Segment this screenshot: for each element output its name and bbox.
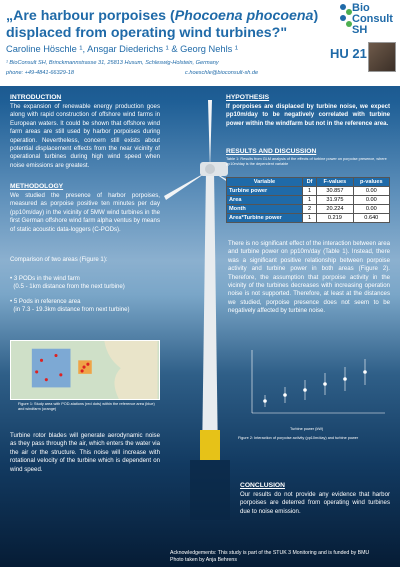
conclusion-text: Our results do not provide any evidence that harbor porpoises are deterred from operating wind turbines due to noise emission. xyxy=(240,491,390,515)
poster-title xyxy=(6,8,336,42)
logo-dots-icon xyxy=(339,3,353,33)
table-header-row xyxy=(227,178,390,187)
acknowledgements xyxy=(170,550,369,564)
phone: phone: +49-4841-66329-18 xyxy=(6,70,74,76)
results-text: There is no significant effect of the interaction between area and turbine power on pp10m/day (Table 1). Instead, there was a significant positive relationship between porpoise activity and turbine power in both areas (Figure 2). Therefore, the assumption that porpoise activity in the vicinity of the turbines decreases with increasing operation noise is not supported. Therefore, at least at the distances we studied, porpoise presence does not seem to be negatively affected by turbine noise. xyxy=(228,240,390,315)
table-cell: 2 xyxy=(302,205,316,214)
study-area-map xyxy=(10,340,160,400)
table-row xyxy=(227,187,390,196)
table-row xyxy=(227,196,390,205)
logo-line2: Consult xyxy=(352,13,393,25)
bioconsult-logo xyxy=(339,3,397,39)
title-suffix: ) displaced from operating wind turbines?" xyxy=(6,8,319,41)
figure2-caption: Figure 2: Interaction of porpoise activity (pp10m/day) and turbine power xyxy=(238,436,359,440)
table1-caption: Table 1: Results from GLM analysis of the effects of turbine power on porpoise presence, where pp10m/day is the dependent variable xyxy=(226,157,387,166)
table-cell: 20.224 xyxy=(317,205,353,214)
figure1-caption: Figure 1: Study area with POD-stations (red dots) within the reference area (blue) and windfarm (orange) xyxy=(18,402,155,411)
porpoise-activity-plot xyxy=(240,345,390,425)
bullet-windfarm-a: 3 PODs in the wind farm xyxy=(13,275,80,282)
table-header: F-values xyxy=(317,178,353,187)
hypothesis-heading: HYPOTHESIS xyxy=(226,94,270,101)
poster-code: HU 21 xyxy=(330,46,367,61)
bullet-reference: • 5 Pods in reference area (in 7.3 - 19.3km distance from next turbine) xyxy=(10,298,130,314)
title-species: Phocoena phocoena xyxy=(174,8,314,24)
comparison-text: Comparison of two areas (Figure 1): xyxy=(10,256,108,263)
rotor-noise-text: Turbine rotor blades will generate aerodynamic noise as they pass through the air, which enters the water via the air or the structure. This noise will increase with rotational velocity of the turbine which is dependent on wind speed. xyxy=(10,432,160,473)
title-prefix: „Are harbour porpoises ( xyxy=(6,8,175,24)
results-table xyxy=(226,177,390,223)
conclusion-heading: CONCLUSION xyxy=(240,482,285,489)
email-link[interactable]: c.hoeschle@bioconsult-sh.de xyxy=(185,70,259,76)
table-cell: 30.857 xyxy=(317,187,353,196)
table-header: p-values xyxy=(353,178,389,187)
table-header: Df xyxy=(302,178,316,187)
table-row xyxy=(227,214,390,223)
bullet-windfarm: • 3 PODs in the wind farm (0.5 - 1km distance from the next turbine) xyxy=(10,275,125,291)
introduction-text: The expansion of renewable energy production goes along with rapid construction of offshore wind farms in European waters. It could be shown that offshore wind farm areas are still used by harbor porpoises during operation. Nevertheless, concern still exists about potential displacement effects from the near vicinity of operational turbines during high wind speed when noise emissions are greatest. xyxy=(10,103,160,169)
table-header: Variable xyxy=(227,178,303,187)
table-cell: 31.975 xyxy=(317,196,353,205)
plot-xlabel: Turbine power (kW) xyxy=(290,427,324,431)
hypothesis-text: If porpoises are displaced by turbine noise, we expect pp10m/day to be negatively correlated with turbine power within the windfarm but not in the reference area. xyxy=(226,103,390,127)
poster-header xyxy=(0,0,400,86)
bullet-windfarm-b: (0.5 - 1km distance from the next turbine) xyxy=(13,283,125,291)
table-cell: 0.640 xyxy=(353,214,389,223)
bullet-reference-b: (in 7.3 - 19.3km distance from next turbine) xyxy=(13,306,130,314)
table-cell: Area*Turbine power xyxy=(227,214,303,223)
logo-line3: SH xyxy=(352,24,368,36)
ack-line1: Acknowledgements: This study is part of the STUK 3 Monitoring and is funded by BMU xyxy=(170,550,370,556)
logo-text xyxy=(352,3,393,36)
affiliation: ¹ BioConsult SH, Brinckmannstrasse 31, 25813 Husum, Schleswig-Holstein, Germany xyxy=(6,60,219,66)
methodology-heading: METHODOLOGY xyxy=(10,183,64,190)
table-cell: 0.219 xyxy=(317,214,353,223)
bullet-reference-a: 5 Pods in reference area xyxy=(13,298,81,305)
table-cell: 1 xyxy=(302,214,316,223)
table-cell: 1 xyxy=(302,187,316,196)
author-photo xyxy=(368,42,396,72)
logo-line1: Bio xyxy=(352,2,370,14)
table-row xyxy=(227,205,390,214)
table-cell: 0.00 xyxy=(353,205,389,214)
table-cell: Month xyxy=(227,205,303,214)
ack-line2: Photo taken by Anja Behrens xyxy=(170,557,237,563)
methodology-text: We studied the presence of harbor porpoises, measured as porpoise positive ten minutes per day (pp10m/day) in the vicinity of 5MW wind turbines in the first German offshore wind farm alpha ventus by means of static acoustic data-loggers (C-PODs). xyxy=(10,192,160,233)
table-cell: 1 xyxy=(302,196,316,205)
results-heading: RESULTS AND DISCUSSION xyxy=(226,148,317,155)
table-cell: 0.00 xyxy=(353,187,389,196)
table-cell: Turbine power xyxy=(227,187,303,196)
authors: Caroline Höschle ¹, Ansgar Diederichs ¹ & Georg Nehls ¹ xyxy=(6,44,238,54)
table-cell: 0.00 xyxy=(353,196,389,205)
table-cell: Area xyxy=(227,196,303,205)
introduction-heading: INTRODUCTION xyxy=(10,94,62,101)
